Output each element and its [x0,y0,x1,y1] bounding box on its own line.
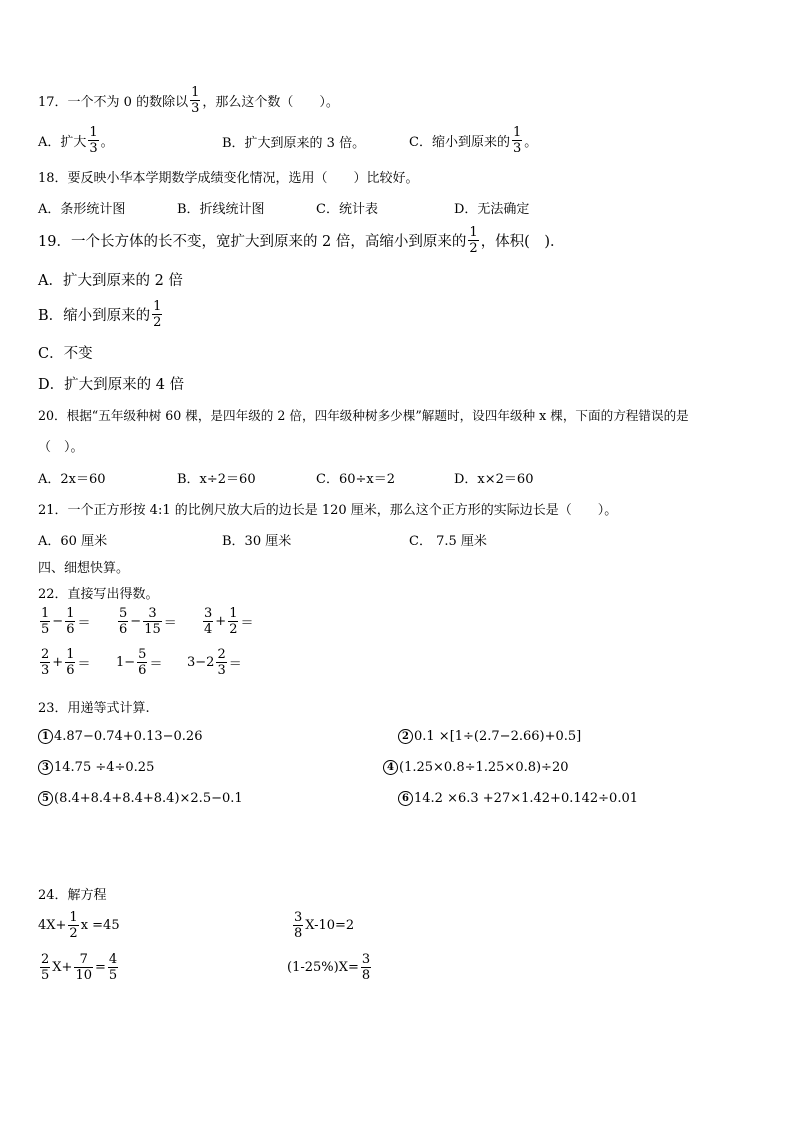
fraction: $\frac{3}{8}$ [361,952,371,983]
q20-option-b[interactable]: B．x÷2＝60 [177,472,256,487]
fraction: $\frac{3}{8}$ [294,910,303,941]
fraction: $\frac{1}{2}$ [469,225,478,256]
section-heading: 四、细想快算。 [38,561,130,576]
q19-option-d[interactable]: D．扩大到原来的 4 倍 [38,377,185,393]
q17-option-a[interactable]: A．扩大 $\frac{1}{3}$ 。 [38,125,114,156]
q23-stem: 23．用递等式计算. [38,701,150,716]
q21-option-a[interactable]: A．60 厘米 [38,534,108,549]
equation: 4X+ $\frac{1}{2}$ x =45 [38,910,120,941]
mental-math-item: 1− $\frac{5}{6}$ ＝ [116,647,163,678]
fraction: $\frac{4}{5}$ [108,952,118,983]
q19-option-b[interactable]: B．缩小到原来的 $\frac{1}{2}$ [38,299,162,330]
circled-number: 2 [398,729,413,744]
q17-stem: 17．一个不为 0 的数除以 $\frac{1}{3}$ ，那么这个数（ ）。 [38,85,339,116]
fraction: $\frac{3}{15}$ [144,606,161,637]
fraction: $\frac{1}{2}$ [69,910,78,941]
calc-item: 3 14.75 ÷4÷0.25 [38,760,154,775]
calc-item: 5 (8.4+8.4+8.4+8.4)×2.5−0.1 [38,791,243,806]
q24-stem: 24．解方程 [38,888,107,903]
fraction: $\frac{2}{5}$ [41,952,50,983]
mental-math-item: $\frac{5}{6}$ − $\frac{3}{15}$ ＝ [119,606,177,637]
q20-stem: 20．根据“五年级种树 60 棵，是四年级的 2 倍，四年级种树多少棵”解题时，设四年级种 x 棵，下面的方程错误的是 [38,408,689,423]
fraction: $\frac{2}{3}$ [217,647,226,678]
fraction: $\frac{2}{3}$ [41,647,50,678]
mental-math-item: 3−2 $\frac{2}{3}$ ＝ [187,647,242,678]
calc-item: 1 4.87−0.74+0.13−0.26 [38,729,202,744]
fraction: $\frac{1}{2}$ [153,299,162,330]
q22-stem: 22．直接写出得数。 [38,587,159,602]
calc-item: 4 (1.25×0.8÷1.25×0.8)÷20 [383,760,569,775]
fraction: $\frac{5}{6}$ [119,606,128,637]
fraction: $\frac{7}{10}$ [75,952,92,983]
q21-stem: 21．一个正方形按 4:1 的比例尺放大后的边长是 120 厘米，那么这个正方形的实际边长是（ ）。 [38,503,618,518]
q21-option-c[interactable]: C． 7.5 厘米 [409,534,487,549]
equation: $\frac{2}{5}$ X+ $\frac{7}{10}$ = $\frac{4}{5}$ [41,952,118,983]
fraction: $\frac{1}{3}$ [512,125,522,156]
mental-math-item: $\frac{3}{4}$ + $\frac{1}{2}$ ＝ [204,606,254,637]
equation: $\frac{3}{8}$ X-10=2 [294,910,355,941]
q21-option-b[interactable]: B．30 厘米 [222,534,292,549]
q19-stem: 19．一个长方体的长不变，宽扩大到原来的 2 倍，高缩小到原来的 $\frac{1}{2}$ ，体积( )． [38,225,565,256]
q18-option-a[interactable]: A．条形统计图 [38,202,126,217]
equation: (1-25%)X= $\frac{3}{8}$ [287,952,371,983]
q18-stem: 18．要反映小华本学期数学成绩变化情况，选用（ ）比较好。 [38,171,419,186]
calc-item: 6 14.2 ×6.3 +27×1.42+0.142÷0.01 [398,791,638,806]
q17-option-b[interactable]: B．扩大到原来的 3 倍。 [222,136,366,151]
mental-math-item: $\frac{2}{3}$ + $\frac{1}{6}$ ＝ [41,647,91,678]
q19-option-a[interactable]: A．扩大到原来的 2 倍 [38,273,183,289]
fraction: $\frac{1}{3}$ [89,125,98,156]
q18-option-c[interactable]: C．统计表 [316,202,378,217]
q20-stem-cont: （ ）。 [38,440,84,455]
fraction: $\frac{3}{4}$ [204,606,213,637]
q17-option-c[interactable]: C．缩小到原来的 $\frac{1}{3}$ 。 [409,125,538,156]
mental-math-item: $\frac{1}{5}$ − $\frac{1}{6}$ ＝ [41,606,91,637]
calc-item: 2 0.1 ×[1÷(2.7−2.66)+0.5] [398,729,581,744]
circled-number: 1 [38,729,53,744]
fraction: $\frac{1}{3}$ [191,85,200,116]
fraction: $\frac{5}{6}$ [138,647,147,678]
circled-number: 3 [38,760,53,775]
q19-option-c[interactable]: C．不变 [38,346,93,362]
q18-option-b[interactable]: B．折线统计图 [177,202,265,217]
q20-option-d[interactable]: D．x×2＝60 [454,472,534,487]
fraction: $\frac{1}{6}$ [66,606,75,637]
q20-option-c[interactable]: C．60÷x＝2 [316,472,395,487]
circled-number: 6 [398,791,413,806]
fraction: $\frac{1}{2}$ [229,606,238,637]
fraction: $\frac{1}{6}$ [66,647,75,678]
q18-option-d[interactable]: D．无法确定 [454,202,530,217]
q20-option-a[interactable]: A．2x＝60 [38,472,106,487]
fraction: $\frac{1}{5}$ [41,606,50,637]
circled-number: 5 [38,791,53,806]
circled-number: 4 [383,760,398,775]
